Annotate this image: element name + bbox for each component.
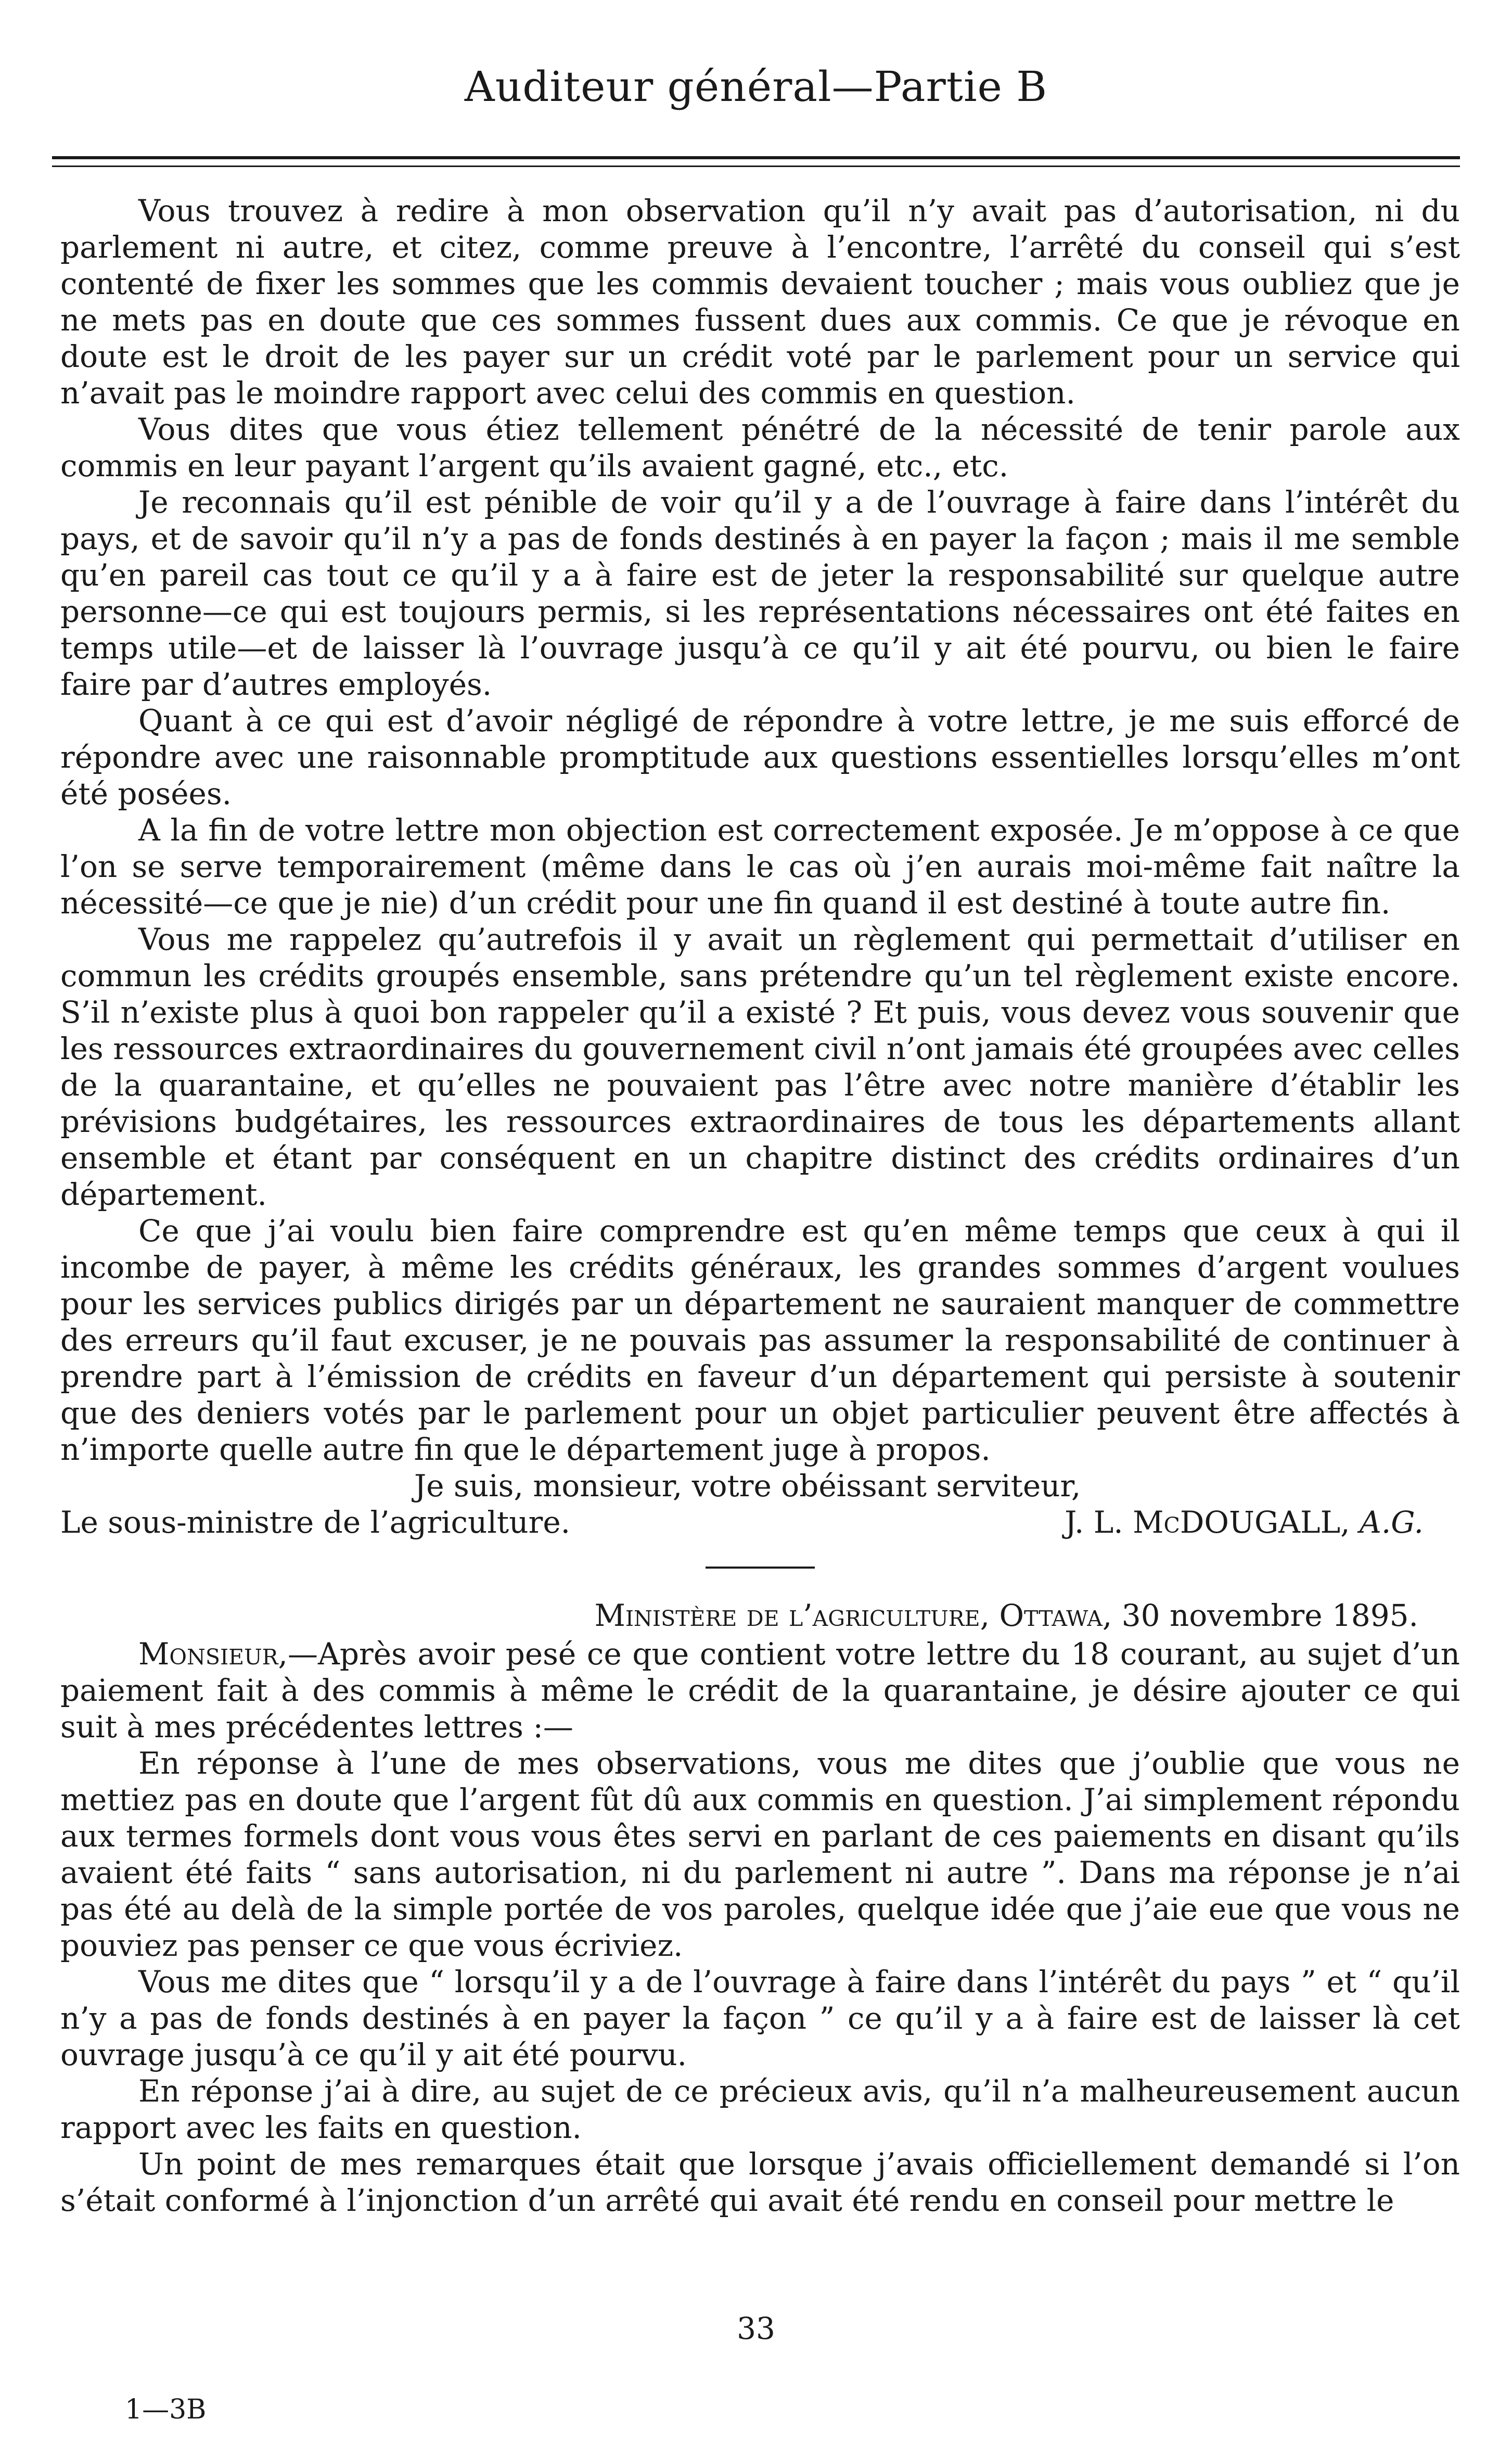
closing-line: Je suis, monsieur, votre obéissant serviteur, [414,1468,1081,1504]
salutation: Monsieur, [138,1636,288,1672]
paragraph: Vous trouvez à redire à mon observation qu’il n’y avait pas d’autorisation, ni du parlement ni autre, et citez, comme preuve à l’encontre, l’arrêté du conseil qui s’est contenté de fixer les sommes que les commis devaient toucher ; mais vous oubliez que je ne mets pas en doute que ces sommes fussent dues aux commis. Ce que je révoque en doute est le droit de les payer sur un crédit voté par le parlement pour un service qui n’avait pas le moindre rapport avec celui des commis en question. [60,193,1460,411]
signer-name [1065,1504,1424,1541]
dateline-date: 30 novembre 1895. [1121,1598,1418,1633]
paragraph-text: —Après avoir pesé ce que contient votre lettre du 18 courant, au sujet d’un paiement fait à des commis à même le crédit de la quarantaine, je désire ajouter ce qui suit à mes précédentes lettres :— [60,1636,1460,1745]
letter-signoff [60,1468,1460,1541]
paragraph: A la fin de votre lettre mon objection est correctement exposée. Je m’oppose à ce que l’on se serve temporairement (même dans le cas où j’en aurais moi-même fait naître la nécessité—ce que je nie) d’un crédit pour une fin quand il est destiné à toute autre fin. [60,812,1460,921]
page-header: Auditeur général—Partie B [464,62,1048,111]
paragraph: Quant à ce qui est d’avoir négligé de répondre à votre lettre, je me suis efforcé de répondre avec une raisonnable promptitude aux questions essentielles lorsqu’elles m’ont été posées. [60,703,1460,811]
paragraph: Un point de mes remarques était que lorsque j’avais officiellement demandé si l’on s’était conformé à l’injonction d’un arrêté qui avait été rendu en conseil pour mettre le [60,2146,1460,2218]
signer-role: A.G. [1359,1505,1424,1540]
dateline-place: Ottawa [999,1598,1103,1633]
document-page [52,0,1460,2457]
signer-title-left: Le sous-ministre de l’agriculture. [60,1505,571,1540]
dateline: Ministère de l’agriculture, Ottawa, 30 novembre 1895. [594,1598,1418,1633]
paragraph: Je reconnais qu’il est pénible de voir qu’il y a de l’ouvrage à faire dans l’intérêt du pays, et de savoir qu’il n’y a pas de fonds destinés à en payer la façon ; mais il me semble qu’en pareil cas tout ce qu’il y a à faire est de jeter la responsabilité sur quelque autre personne—ce qui est toujours permis, si les représentations nécessaires ont été faites en temps utile—et de laisser là l’ouvrage jusqu’à ce qu’il y ait été pourvu, ou bien le faire faire par d’autres employés. [60,485,1460,702]
paragraph: En réponse à l’une de mes observations, vous me dites que j’oublie que vous ne mettiez pas en doute que l’argent fût dû aux commis en question. J’ai simplement répondu aux termes formels dont vous vous êtes servi en parlant de ces paiements en disant qu’ils avaient été faits “ sans autorisation, ni du parlement ni autre ”. Dans ma réponse je n’ai pas été au delà de la simple portée de vos paroles, quelque idée que j’aie eue que vous ne pouviez pas penser ce que vous écriviez. [60,1746,1460,1963]
section-divider [706,1567,815,1569]
page-number: 33 [737,2311,775,2346]
header-rule-thick [52,156,1460,159]
paragraph: Vous me rappelez qu’autrefois il y avait un règlement qui permettait d’utiliser en commun les crédits groupés ensemble, sans prétendre qu’un tel règlement existe encore. S’il n’existe plus à quoi bon rappeler qu’il a existé ? Et puis, vous devez vous souvenir que les ressources extraordinaires du gouvernement civil n’ont jamais été groupées avec celles de la quarantaine, et qu’elles ne pouvaient pas l’être avec notre manière d’établir les prévisions budgétaires, les ressources extraordinaires de tous les départements allant ensemble et étant par conséquent en un chapitre distinct des crédits ordinaires d’un département. [60,922,1460,1212]
sheet-code [125,2394,206,2425]
dateline-ministry: Ministère de l’agriculture [594,1598,980,1633]
paragraph-salutation [60,1636,1460,1745]
paragraph: Vous me dites que “ lorsqu’il y a de l’ouvrage à faire dans l’intérêt du pays ” et “ qu’il n’y a pas de fonds destinés à en payer la façon ” ce qu’il y a à faire est de laisser là cet ouvrage jusqu’à ce qu’il y ait été pourvu. [60,1964,1460,2072]
paragraph: Vous dites que vous étiez tellement pénétré de la nécessité de tenir parole aux commis en leur payant l’argent qu’ils avaient gagné, etc., etc. [60,412,1460,483]
sheet-code-text: 1—3B [125,2394,207,2425]
paragraph: Ce que j’ai voulu bien faire comprendre est qu’en même temps que ceux à qui il incombe de payer, à même les crédits généraux, les grandes sommes d’argent voulues pour les services publics dirigés par un département ne sauraient manquer de commettre des erreurs qu’il faut excuser, je ne pouvais pas assumer la responsabilité de continuer à prendre part à l’émission de crédits en faveur d’un département qui persiste à soutenir que des deniers votés par le parlement pour un objet particulier peuvent être affectés à n’importe quelle autre fin que le département juge à propos. [60,1213,1460,1467]
header-rule-thin [52,166,1460,167]
paragraph: En réponse j’ai à dire, au sujet de ce précieux avis, qu’il n’a malheureusement aucun rapport avec les faits en question. [60,2073,1460,2145]
signer-name-text: J. L. McDOUGALL, [1065,1505,1350,1540]
letter-body [60,193,1460,2219]
